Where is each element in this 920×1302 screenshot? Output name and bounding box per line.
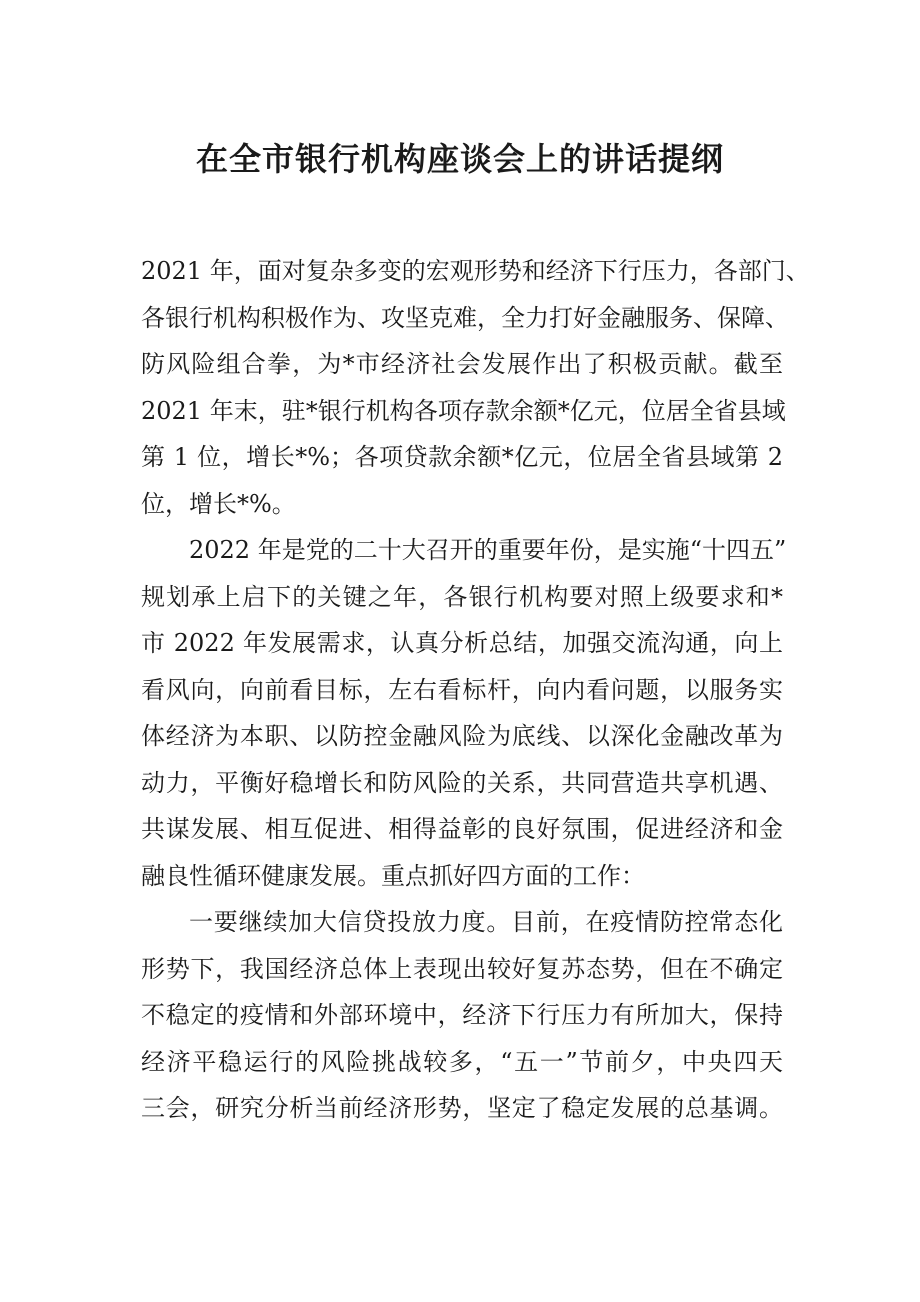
paragraph-1-line-1: 2021 年，面对复杂多变的宏观形势和经济下行压力，各部门、: [141, 257, 810, 285]
paragraph-2-line-8: 融良性循环健康发展。重点抓好四方面的工作：: [141, 861, 645, 890]
paragraph-3-line-3: 不稳定的疫情和外部环境中，经济下行压力有所加大，保持: [141, 1001, 783, 1029]
paragraph-1-line-6: 位，增长*%。: [141, 489, 296, 518]
paragraph-1-line-4: 2021 年末，驻*银行机构各项存款余额*亿元，位居全省县域: [141, 396, 786, 425]
paragraph-1-line-2: 各银行机构积极作为、攻坚克难，全力打好金融服务、保障、: [141, 303, 789, 332]
paragraph-1-line-5: 第 1 位，增长*%；各项贷款余额*亿元，位居全省县域第 2: [141, 443, 783, 471]
paragraph-2-line-2: 规划承上启下的关键之年，各银行机构要对照上级要求和*: [141, 582, 783, 611]
paragraph-1-line-3: 防风险组合拳，为*市经济社会发展作出了积极贡献。截至: [141, 350, 783, 378]
paragraph-3-line-1: 一要继续加大信贷投放力度。目前，在疫情防控常态化: [189, 908, 783, 936]
paragraph-3-line-5: 三会，研究分析当前经济形势，坚定了稳定发展的总基调。: [141, 1094, 783, 1122]
paragraph-2-line-3: 市 2022 年发展需求，认真分析总结，加强交流沟通，向上: [141, 629, 783, 657]
paragraph-3-line-2: 形势下，我国经济总体上表现出较好复苏态势，但在不确定: [141, 954, 783, 983]
paragraph-3-line-4: 经济平稳运行的风险挑战较多，“五一”节前夕，中央四天: [141, 1047, 783, 1076]
paragraph-2-line-6: 动力，平衡好稳增长和防风险的关系，共同营造共享机遇、: [141, 768, 783, 797]
document-title: 在全市银行机构座谈会上的讲话提纲: [195, 140, 724, 178]
paragraph-2-line-7: 共谋发展、相互促进、相得益彰的良好氛围，促进经济和金: [141, 815, 783, 843]
paragraph-2-line-4: 看风向，向前看目标，左右看标杆，向内看问题，以服务实: [141, 675, 783, 704]
paragraph-2-line-1: 2022 年是党的二十大召开的重要年份，是实施“十四五”: [189, 536, 787, 564]
document-body: [141, 248, 810, 1132]
paragraph-2-line-5: 体经济为本职、以防控金融风险为底线、以深化金融改革为: [141, 722, 783, 750]
